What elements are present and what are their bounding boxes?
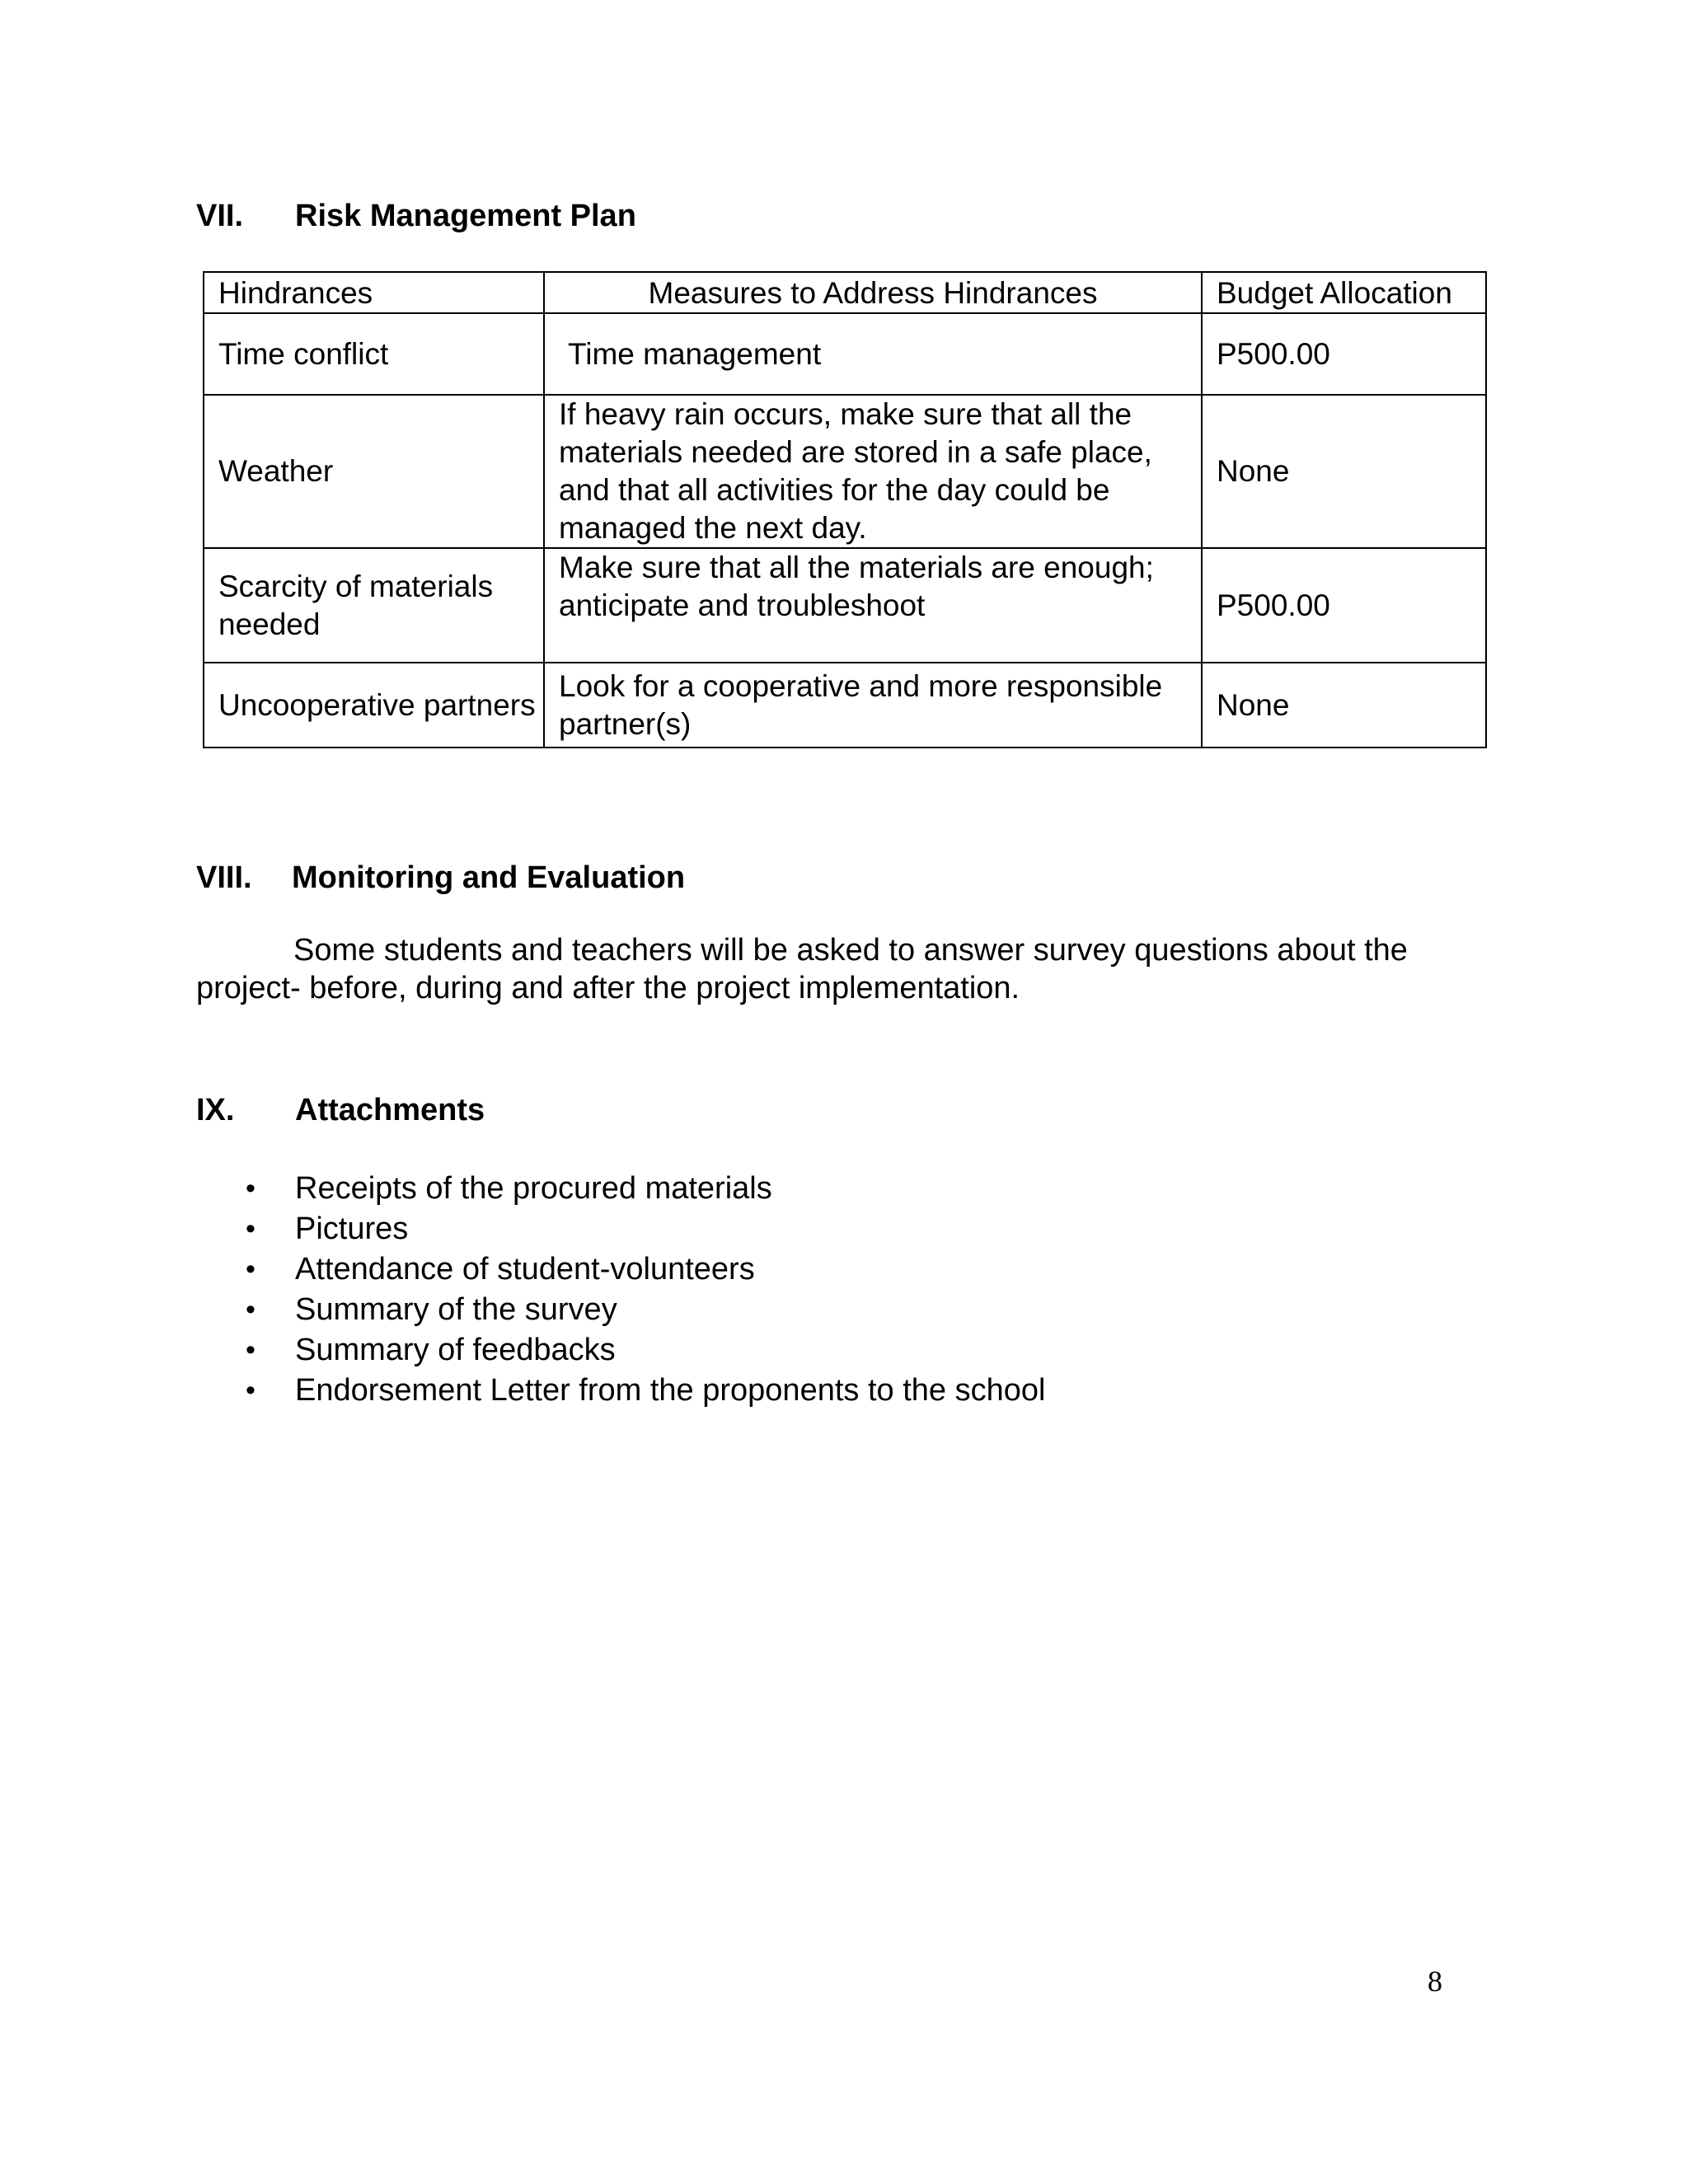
- bullet-icon: •: [246, 1173, 256, 1204]
- table-row: [204, 548, 1486, 663]
- section-number: VII.: [196, 199, 244, 233]
- risk-management-table: [203, 271, 1487, 748]
- page-number: 8: [1428, 1965, 1442, 1998]
- list-item-text: Receipts of the procured materials: [295, 1171, 772, 1206]
- measure-cell: Look for a cooperative and more responsible partner(s): [544, 663, 1202, 748]
- monitoring-paragraph: Some students and teachers will be asked to answer survey questions about the project- before, during and after the project implementation.: [196, 933, 1408, 1005]
- list-item: [196, 1371, 1045, 1411]
- list-item-text: Endorsement Letter from the proponents to the school: [295, 1373, 1046, 1408]
- measure-cell: Make sure that all the materials are enough; anticipate and troubleshoot: [544, 548, 1202, 663]
- section-title: Monitoring and Evaluation: [292, 860, 686, 895]
- column-header-budget: Budget Allocation: [1202, 272, 1486, 313]
- section-heading-attachments: [196, 1092, 485, 1128]
- list-item-text: Pictures: [295, 1212, 409, 1246]
- section-number: IX.: [196, 1093, 235, 1127]
- table-row: [204, 313, 1486, 395]
- hindrance-cell: Uncooperative partners: [204, 663, 544, 748]
- list-item: [196, 1290, 1045, 1330]
- list-item: [196, 1330, 1045, 1371]
- section-heading-monitoring: [196, 860, 685, 896]
- list-item-text: Summary of feedbacks: [295, 1333, 616, 1367]
- section-title: Attachments: [295, 1093, 485, 1127]
- hindrance-cell: Scarcity of materials needed: [204, 548, 544, 663]
- budget-cell: P500.00: [1202, 313, 1486, 395]
- budget-cell: P500.00: [1202, 548, 1486, 663]
- attachments-list: [196, 1169, 1045, 1411]
- table-row: [204, 395, 1486, 548]
- section-heading-risk-management: [196, 198, 636, 234]
- list-item: [196, 1169, 1045, 1209]
- column-header-measures: Measures to Address Hindrances: [544, 272, 1202, 313]
- bullet-icon: •: [246, 1375, 256, 1406]
- table-header-row: [204, 272, 1486, 313]
- column-header-hindrances: Hindrances: [204, 272, 544, 313]
- bullet-icon: •: [246, 1334, 256, 1366]
- list-item-text: Summary of the survey: [295, 1292, 617, 1327]
- hindrance-cell: Weather: [204, 395, 544, 548]
- list-item: [196, 1209, 1045, 1249]
- table-row: [204, 663, 1486, 748]
- budget-cell: None: [1202, 663, 1486, 748]
- bullet-icon: •: [246, 1213, 256, 1244]
- list-item: [196, 1249, 1045, 1290]
- budget-cell: None: [1202, 395, 1486, 548]
- bullet-icon: •: [246, 1294, 256, 1325]
- list-item-text: Attendance of student-volunteers: [295, 1252, 755, 1286]
- measure-cell: Time management: [544, 313, 1202, 395]
- hindrance-cell: Time conflict: [204, 313, 544, 395]
- bullet-icon: •: [246, 1254, 256, 1285]
- section-title: Risk Management Plan: [295, 199, 636, 233]
- section-number: VIII.: [196, 860, 252, 895]
- measure-cell: If heavy rain occurs, make sure that all the materials needed are stored in a safe place, and that all activities for the day could be managed the next day.: [544, 395, 1202, 548]
